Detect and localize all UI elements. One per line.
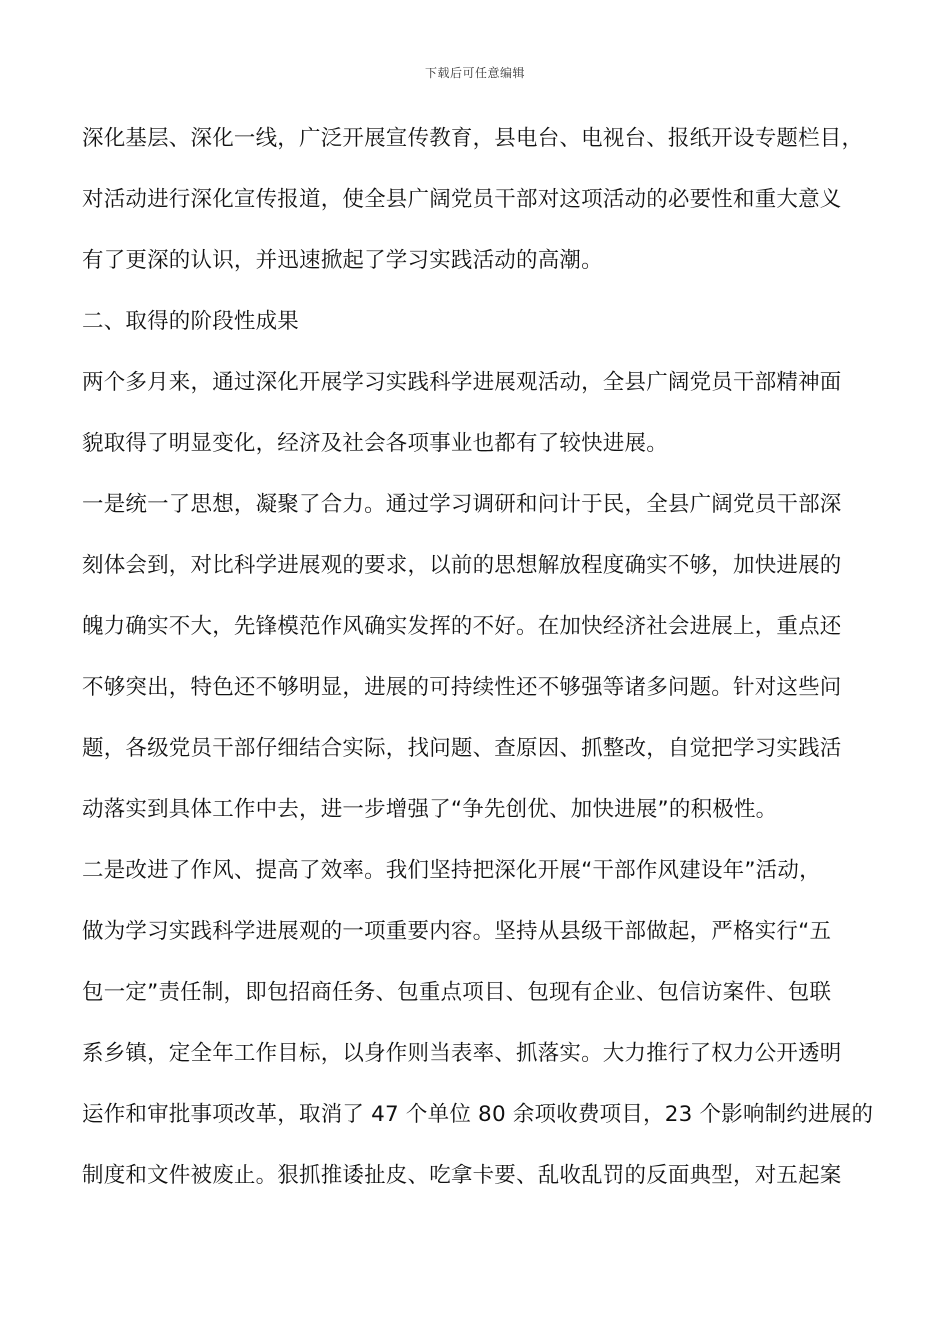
text-line: 貌取得了明显变化，经济及社会各项事业也都有了较快进展。 <box>82 431 668 456</box>
section-heading: 二、取得的阶段性成果 <box>82 309 300 334</box>
text-line: 不够突出，特色还不够明显，进展的可持续性还不够强等诸多问题。针对这些问 <box>82 675 842 700</box>
page-header: 下载后可任意编辑 <box>424 66 525 80</box>
text-line: 运作和审批事项改革，取消了 47 个单位 80 余项收费项目，23 个影响制约进展的 <box>82 1102 874 1127</box>
text-line: 包一定”责任制，即包招商任务、包重点项目、包现有企业、包信访案件、包联 <box>82 980 832 1005</box>
text-line: 一是统一了思想，凝聚了合力。通过学习调研和问计于民，全县广阔党员干部深 <box>82 492 842 517</box>
text-line: 有了更深的认识，并迅速掀起了学习实践活动的高潮。 <box>82 248 603 273</box>
text-line: 两个多月来，通过深化开展学习实践科学进展观活动，全县广阔党员干部精神面 <box>82 370 842 395</box>
text-line: 刻体会到，对比科学进展观的要求，以前的思想解放程度确实不够，加快进展的 <box>82 553 842 578</box>
text-line: 动落实到具体工作中去，进一步增强了“争先创优、加快进展”的积极性。 <box>82 797 778 822</box>
text-line: 做为学习实践科学进展观的一项重要内容。坚持从县级干部做起，严格实行“五 <box>82 919 832 944</box>
text-line: 二是改进了作风、提高了效率。我们坚持把深化开展“干部作风建设年”活动， <box>82 858 821 883</box>
text-line: 制度和文件被废止。狠抓推诿扯皮、吃拿卡要、乱收乱罚的反面典型，对五起案 <box>82 1163 842 1188</box>
text-line: 魄力确实不大，先锋模范作风确实发挥的不好。在加快经济社会进展上，重点还 <box>82 614 842 639</box>
text-line: 对活动进行深化宣传报道，使全县广阔党员干部对这项活动的必要性和重大意义 <box>82 187 842 212</box>
text-line: 系乡镇，定全年工作目标，以身作则当表率、抓落实。大力推行了权力公开透明 <box>82 1041 842 1066</box>
document-body <box>82 108 872 1206</box>
text-line: 深化基层、深化一线，广泛开展宣传教育，县电台、电视台、报纸开设专题栏目， <box>82 126 864 151</box>
text-line: 题，各级党员干部仔细结合实际，找问题、查原因、抓整改，自觉把学习实践活 <box>82 736 842 761</box>
